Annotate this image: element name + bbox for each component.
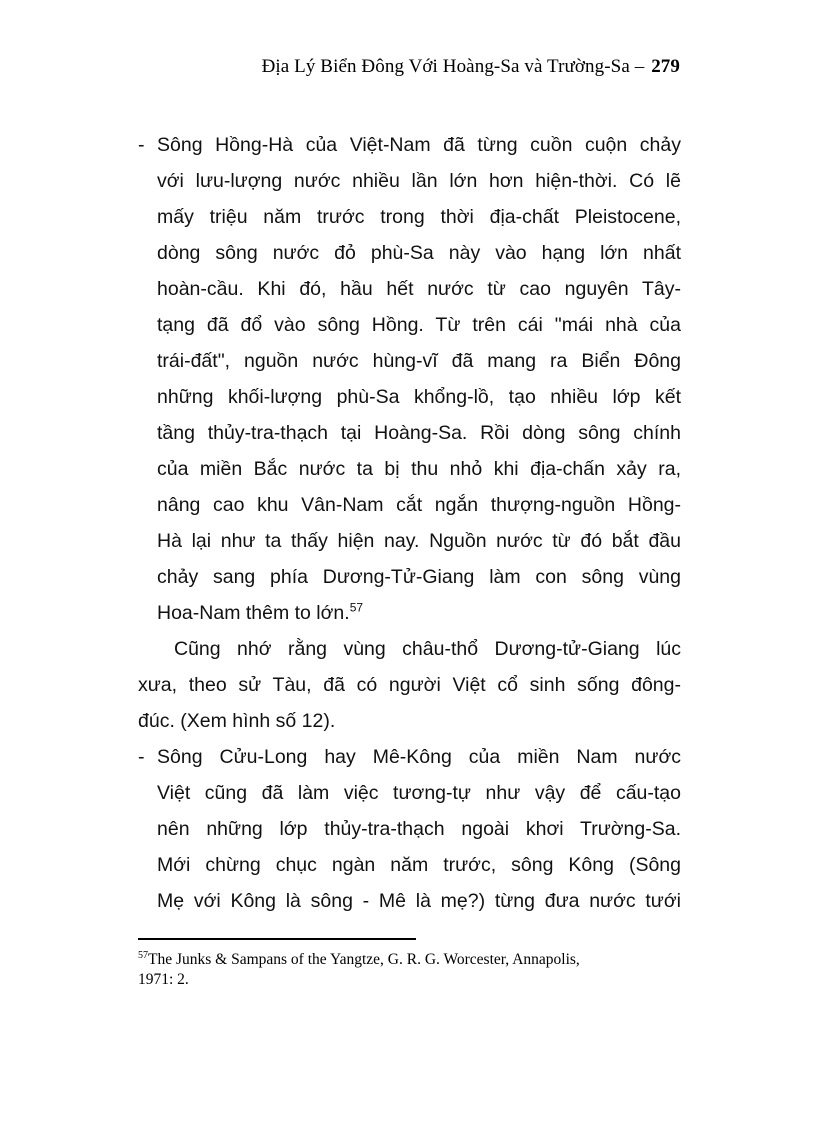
text-line: Mới chừng chục ngàn năm trước, sông Kông (Sông xyxy=(157,854,681,876)
text-line-last xyxy=(157,601,681,625)
footnote-reference: 57 xyxy=(349,600,364,615)
bullet-dash: - xyxy=(138,134,145,156)
footnote-separator xyxy=(138,938,416,940)
text-line: Việt cũng đã làm việc tương-tự như vậy để cấu-tạo xyxy=(157,782,681,804)
text-line: Hà lại như ta thấy hiện nay. Nguồn nước từ đó bắt đầu xyxy=(157,530,681,552)
footnote-text: The Junks & Sampans of the Yangtze, G. R. G. Worcester, Annapolis, xyxy=(148,951,580,968)
text-line: Sông Hồng-Hà của Việt-Nam đã từng cuồn cuộn chảy xyxy=(157,134,681,156)
footnote-line-1 xyxy=(138,950,698,970)
text-line: xưa, theo sử Tàu, đã có người Việt cổ sinh sống đông- xyxy=(138,674,681,696)
footnote-marker: 57 xyxy=(138,949,148,961)
text-line: Sông Cửu-Long hay Mê-Kông của miền Nam nước xyxy=(157,746,681,768)
text-line: mấy triệu năm trước trong thời địa-chất Pleistocene, xyxy=(157,206,681,228)
text-line: hoàn-cầu. Khi đó, hầu hết nước từ cao nguyên Tây- xyxy=(157,278,681,300)
text-line: nên những lớp thủy-tra-thạch ngoài khơi Trường-Sa. xyxy=(157,818,681,840)
text-line: những khối-lượng phù-Sa khổng-lồ, tạo nhiều lớp kết xyxy=(157,386,681,408)
text-line: dòng sông nước đỏ phù-Sa này vào hạng lớn nhất xyxy=(157,242,681,264)
text-line: của miền Bắc nước ta bị thu nhỏ khi địa-chấn xảy ra, xyxy=(157,458,681,480)
text-line: Cũng nhớ rằng vùng châu-thổ Dương-tử-Giang lúc xyxy=(174,638,681,660)
footnote-line-2: 1971: 2. xyxy=(138,971,189,988)
text-line: chảy sang phía Dương-Tử-Giang làm con sông vùng xyxy=(157,566,681,588)
text-line-content: Hoa-Nam thêm to lớn. xyxy=(157,602,350,624)
footnote xyxy=(138,950,698,990)
book-title: Địa Lý Biển Đông Với Hoàng-Sa và Trường-Sa – xyxy=(261,56,645,77)
text-line: Mẹ với Kông là sông - Mê là mẹ?) từng đưa nước tưới xyxy=(157,890,681,912)
text-line: tạng đã đổ vào sông Hồng. Từ trên cái "mái nhà của xyxy=(157,314,681,336)
text-line: đúc. (Xem hình số 12). xyxy=(138,710,336,732)
bullet-dash: - xyxy=(138,746,145,768)
running-header xyxy=(262,56,680,78)
text-line: trái-đất", nguồn nước hùng-vĩ đã mang ra Biển Đông xyxy=(157,350,681,372)
text-line: nâng cao khu Vân-Nam cắt ngắn thượng-nguồn Hồng- xyxy=(157,494,681,516)
page-number: 279 xyxy=(651,56,680,77)
text-line: với lưu-lượng nước nhiều lần lớn hơn hiện-thời. Có lẽ xyxy=(157,170,681,192)
text-line: tầng thủy-tra-thạch tại Hoàng-Sa. Rồi dòng sông chính xyxy=(157,422,681,444)
